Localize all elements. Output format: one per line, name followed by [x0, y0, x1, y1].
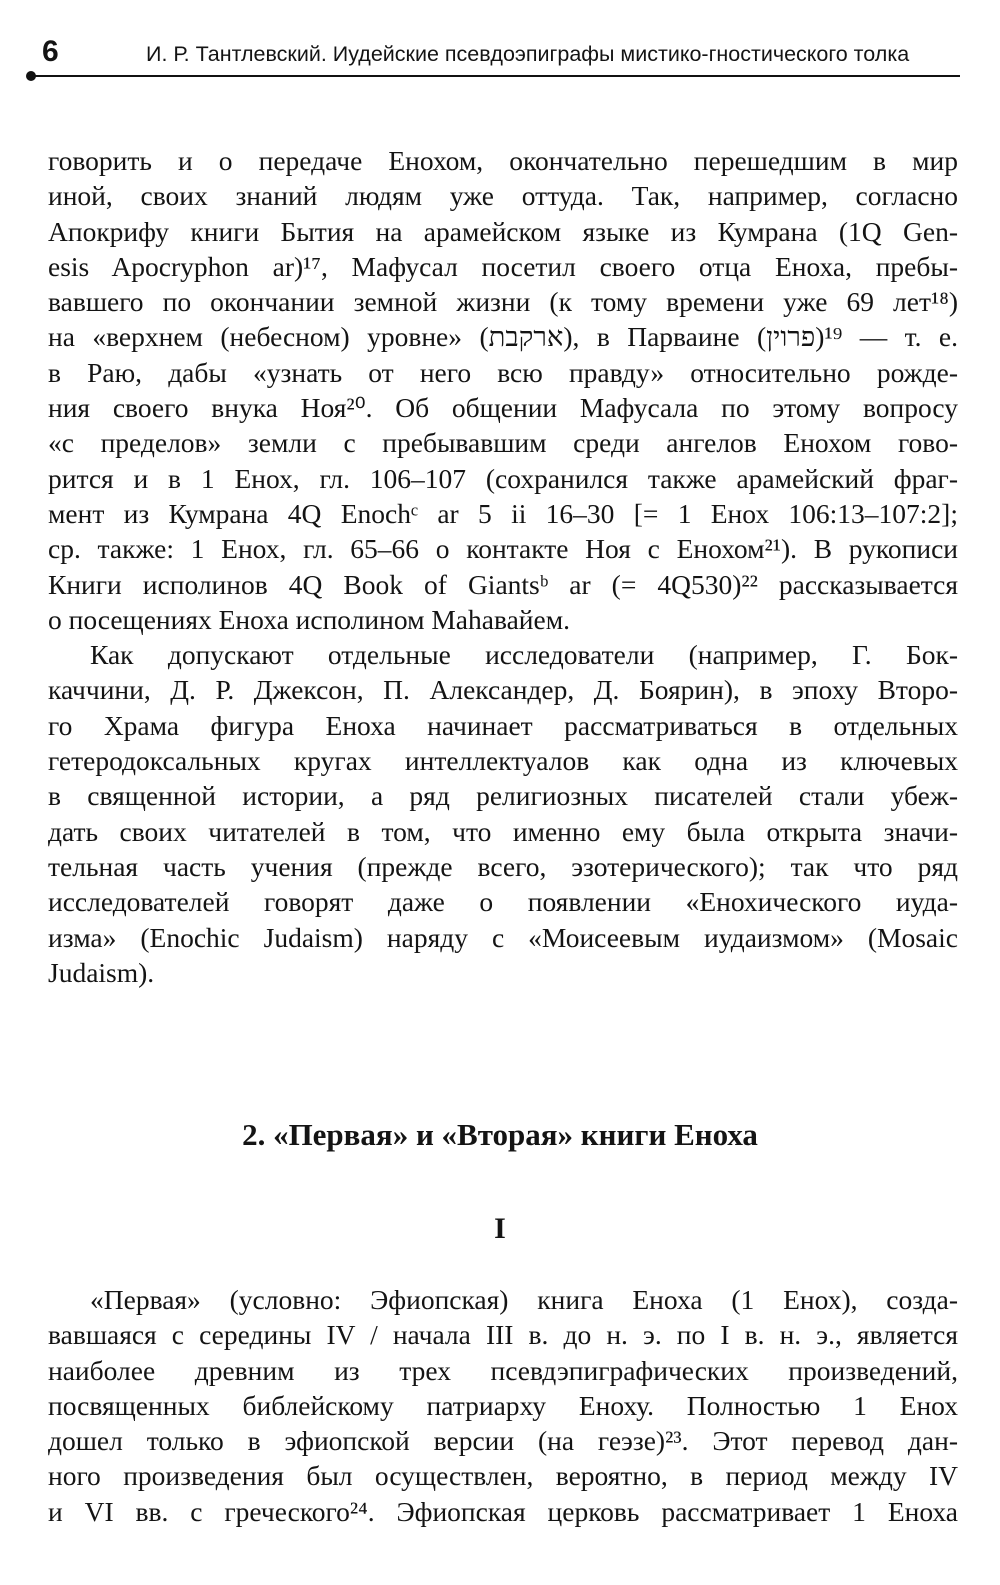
text-line: на «верхнем (небесном) уровне» (ארקבת), в Парваине (פרוין)¹⁹ — т. е.	[48, 321, 958, 353]
text-line: исследователей говорят даже о появлении «Енохического иуда-	[48, 886, 958, 918]
text-line: Книги исполинов 4Q Book of Giantsᵇ ar (= 4Q530)²² рассказывается	[48, 568, 958, 600]
subsection-heading: I	[494, 1212, 506, 1245]
text-line: в Раю, дабы «узнать от него всю правду» относительно рожде-	[48, 356, 958, 388]
text-line: esis Apocryphon ar)¹⁷, Мафусал посетил своего отца Еноха, пребы-	[48, 250, 958, 282]
paragraph-group-2	[48, 1282, 958, 1529]
text-line: дать своих читателей в том, что именно ему была открыта значи-	[48, 815, 958, 847]
text-line: вавшаяся с середины IV / начала III в. до н. э. по I в. н. э., является	[48, 1319, 958, 1351]
text-line: тельная часть учения (прежде всего, эзотерического); так что ряд	[48, 850, 958, 882]
text-line: Апокрифу книги Бытия на арамейском языке из Кумрана (1Q Gen-	[48, 215, 958, 247]
text-line: Как допускают отдельные исследователи (например, Г. Бок-	[90, 639, 958, 671]
header-rule	[30, 75, 960, 77]
text-line: ного произведения был осуществлен, вероятно, в период между IV	[48, 1460, 958, 1492]
section-heading: 2. «Первая» и «Вторая» книги Еноха	[242, 1117, 758, 1152]
text-line: изма» (Enochic Judaism) наряду с «Моисеевым иудаизмом» (Mosaic	[48, 921, 958, 953]
text-line: иной, своих знаний людям уже оттуда. Так, например, согласно	[48, 180, 958, 212]
page-number: 6	[42, 35, 59, 68]
text-line: о посещениях Еноха исполином Маhавайем.	[48, 603, 570, 635]
text-line: гетеродоксальных кругах интеллектуалов как одна из ключевых	[48, 745, 958, 777]
text-line: каччини, Д. Р. Джексон, П. Александер, Д. Боярин), в эпоху Второ-	[48, 674, 958, 706]
text-line: ср. также: 1 Енох, гл. 65–66 о контакте Ноя с Енохом²¹). В рукописи	[48, 533, 958, 565]
text-line: и VI вв. с греческого²⁴. Эфиопская церковь рассматривает 1 Еноха	[48, 1495, 958, 1527]
text-line: в священной истории, а ряд религиозных писателей стали убеж-	[48, 780, 958, 812]
running-header	[32, 34, 962, 74]
text-line: го Храма фигура Еноха начинает рассматриваться в отдельных	[48, 709, 958, 741]
paragraph-1	[48, 143, 958, 637]
text-line: наиболее древним из трех псевдэпиграфических произведений,	[48, 1354, 958, 1386]
text-line: мент из Кумрана 4Q Enochᶜ ar 5 ii 16–30 [= 1 Енох 106:13–107:2];	[48, 497, 958, 529]
paragraph-3	[48, 1282, 958, 1529]
text-line: вавшего по окончании земной жизни (к тому времени уже 69 лет¹⁸)	[48, 286, 958, 318]
paragraph-2	[48, 637, 958, 990]
text-line: «с пределов» земли с пребывавшим среди ангелов Енохом гово-	[48, 427, 958, 459]
header-rule-dot	[26, 71, 36, 81]
text-line: говорить и о передаче Енохом, окончательно перешедшим в мир	[48, 145, 958, 176]
text-line: ния своего внука Ноя²⁰. Об общении Мафусала по этому вопросу	[48, 392, 958, 424]
paragraph-group-1	[48, 143, 958, 990]
text-line: дошел только в эфиопской версии (на геэзе)²³. Этот перевод дан-	[48, 1425, 958, 1457]
text-line: Judaism).	[48, 956, 155, 988]
running-title: И. Р. Тантлевский. Иудейские псевдоэпиграфы мистико-гностического толка	[146, 42, 910, 66]
text-line: «Первая» (условно: Эфиопская) книга Еноха (1 Енох), созда-	[90, 1284, 958, 1315]
text-line: рится и в 1 Енох, гл. 106–107 (сохранился также арамейский фраг-	[48, 462, 958, 494]
text-line: посвященных библейскому патриарху Еноху. Полностью 1 Енох	[48, 1389, 958, 1421]
